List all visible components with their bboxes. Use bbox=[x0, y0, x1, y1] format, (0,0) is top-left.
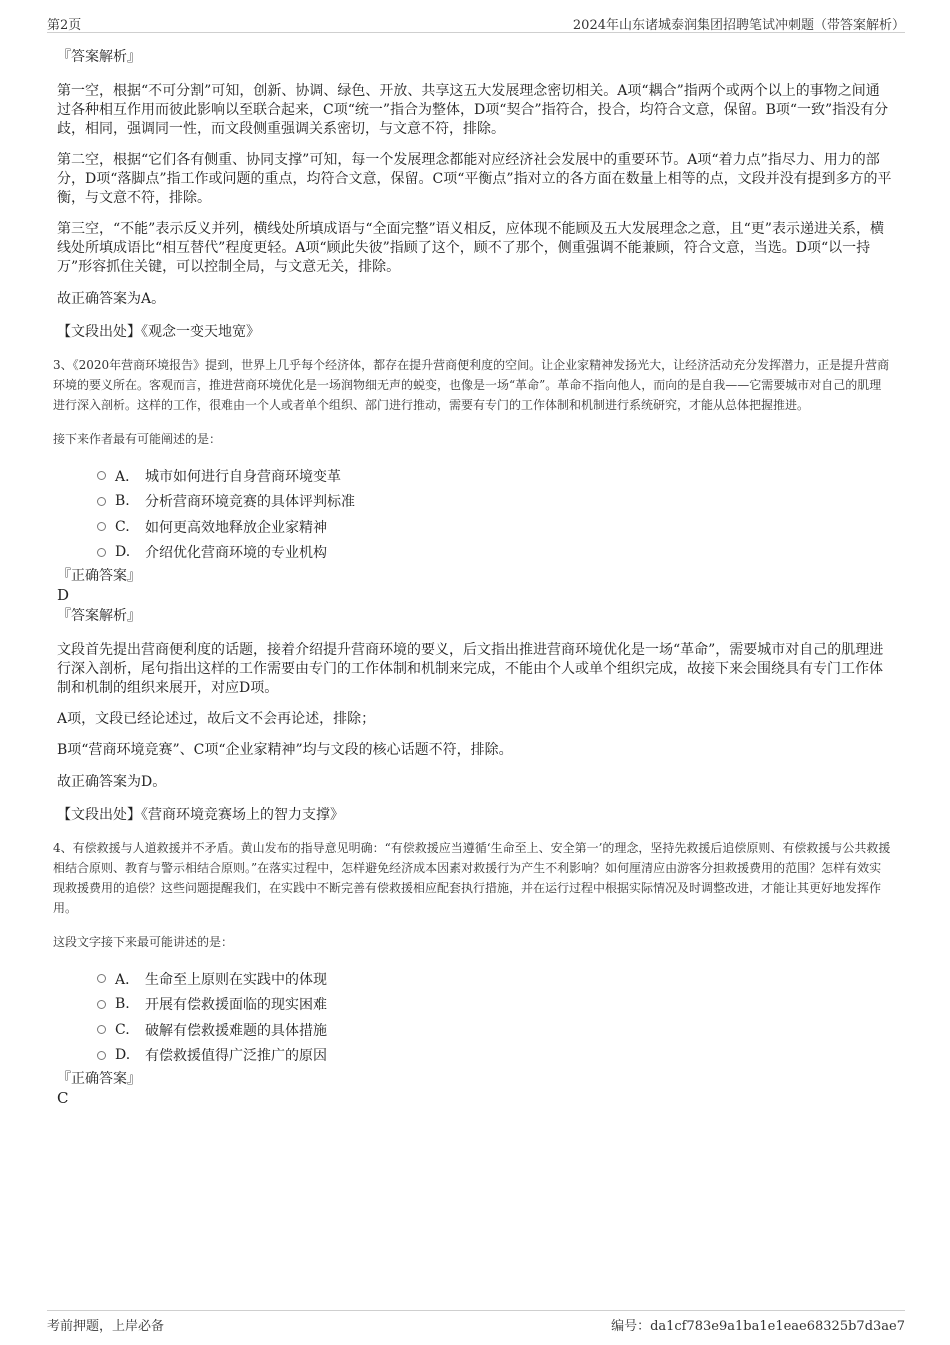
document-code: 编号：da1cf783e9a1ba1e1eae68325b7d3ae7 bbox=[611, 1319, 905, 1334]
question-prompt: 这段文字接下来最可能讲述的是： bbox=[53, 935, 234, 949]
option-a[interactable]: A． 城市如何进行自身营商环境变革 bbox=[97, 463, 893, 489]
option-d[interactable]: D. 介绍优化营商环境的专业机构 bbox=[97, 540, 893, 566]
answer-conclusion: 故正确答案为A。 bbox=[57, 291, 166, 307]
radio-button[interactable] bbox=[97, 1051, 106, 1060]
analysis-paragraph: 第三空，“不能”表示反义并列，横线处所填成语与“全面完整”语义相反，应体现不能顾及五大发展理念之意，且“更”表示递进关系，横线处所填成语比“相互替代”程度更轻。A项“顾此失彼”指顾了这个，顾不了那个，侧重强调不能兼顾，符合文意，当选。D项“以一持万”形容抓住关键，可以控制全局，与文意无关，排除。 bbox=[57, 221, 884, 275]
analysis-paragraph: A项，文段已经论述过，故后文不会再论述，排除； bbox=[57, 711, 376, 727]
option-c[interactable]: C. 破解有偿救援难题的具体措施 bbox=[97, 1017, 893, 1043]
radio-button[interactable] bbox=[97, 522, 106, 531]
analysis-label: 『答案解析』 bbox=[57, 49, 141, 65]
correct-answer: C bbox=[57, 1089, 69, 1107]
option-c[interactable]: C. 如何更高效地释放企业家精神 bbox=[97, 514, 893, 540]
question-stem: 3、《2020年营商环境报告》提到，世界上几乎每个经济体，都存在提升营商便利度的空间。让企业家精神发扬光大，让经济活动充分发挥潜力，正是提升营商环境的要义所在。客观而言，推进营商环境优化是一场润物细无声的蜕变，也像是一场“革命”。革命不指向他人，而向的是自我——它需要城市对自己的肌理进行深入剖析。这样的工作，很难由一个人或者单个组织、部门进行推动，需要有专门的工作体制和机制进行系统研究，才能从总体把握推进。 bbox=[53, 358, 890, 412]
analysis-paragraph: B项“营商环境竞赛”、C项“企业家精神”均与文段的核心话题不符，排除。 bbox=[57, 742, 513, 758]
radio-button[interactable] bbox=[97, 471, 106, 480]
source-citation: 【文段出处】《营商环境竞赛场上的智力支撑》 bbox=[57, 807, 344, 823]
document-body bbox=[53, 44, 893, 1108]
option-list bbox=[57, 463, 893, 565]
page-header bbox=[47, 10, 905, 33]
document-title: 2024年山东诸城泰润集团招聘笔试冲刺题（带答案解析） bbox=[572, 18, 905, 33]
analysis-paragraph: 第二空，根据“它们各有侧重、协同支撑”可知，每一个发展理念都能对应经济社会发展中的重要环节。A项“着力点”指尽力、用力的部分，D项“落脚点”指工作或问题的重点，均符合文意，保留。C项“平衡点”指对立的各方面在数量上相等的点，文段并没有提到多方的平衡，与文意不符，排除。 bbox=[57, 152, 892, 206]
page-number: 第2页 bbox=[47, 18, 82, 33]
footer-slogan: 考前押题，上岸必备 bbox=[47, 1319, 165, 1334]
question-stem: 4、有偿救援与人道救援并不矛盾。黄山发布的指导意见明确：“有偿救援应当遵循‘生命至上、安全第一’的理念，坚持先救援后追偿原则、有偿救援与公共救援相结合原则、教育与警示相结合原则。”在落实过程中，怎样避免经济成本因素对救援行为产生不利影响？如何厘清应由游客分担救援费用的范围？怎样有效实现救援费用的追偿？这些问题提醒我们，在实践中不断完善有偿救援相应配套执行措施，并在运行过程中根据实际情况及时调整改进，才能让其更好地发挥作用。 bbox=[53, 841, 891, 915]
analysis-label: 『答案解析』 bbox=[57, 608, 141, 624]
question-prompt: 接下来作者最有可能阐述的是： bbox=[53, 432, 222, 446]
analysis-paragraph: 第一空，根据“不可分割”可知，创新、协调、绿色、开放、共享这五大发展理念密切相关。A项“耦合”指两个或两个以上的事物之间通过各种相互作用而彼此影响以至联合起来，C项“统一”指合为整体，D项“契合”指符合，投合，均符合文意，保留。B项“一致”指没有分歧，相同，强调同一性，而文段侧重强调关系密切，与文意不符，排除。 bbox=[57, 83, 889, 137]
option-d[interactable]: D. 有偿救援值得广泛推广的原因 bbox=[97, 1043, 893, 1069]
answer-conclusion: 故正确答案为D。 bbox=[57, 774, 167, 790]
option-b[interactable]: B. 分析营商环境竞赛的具体评判标准 bbox=[97, 489, 893, 515]
correct-answer: D bbox=[57, 586, 70, 604]
radio-button[interactable] bbox=[97, 1025, 106, 1034]
radio-button[interactable] bbox=[97, 497, 106, 506]
option-a[interactable]: A． 生命至上原则在实践中的体现 bbox=[97, 966, 893, 992]
option-list bbox=[57, 966, 893, 1068]
radio-button[interactable] bbox=[97, 974, 106, 983]
radio-button[interactable] bbox=[97, 1000, 106, 1009]
page-footer bbox=[47, 1310, 905, 1335]
source-citation: 【文段出处】《观念一变天地宽》 bbox=[57, 324, 260, 340]
radio-button[interactable] bbox=[97, 548, 106, 557]
correct-answer-label: 『正确答案』 bbox=[57, 1071, 141, 1087]
correct-answer-label: 『正确答案』 bbox=[57, 568, 141, 584]
option-b[interactable]: B. 开展有偿救援面临的现实困难 bbox=[97, 992, 893, 1018]
analysis-paragraph: 文段首先提出营商便利度的话题，接着介绍提升营商环境的要义，后文指出推进营商环境优化是一场“革命”，需要城市对自己的肌理进行深入剖析，尾句指出这样的工作需要由专门的工作体制和机制来完成，不能由个人或单个组织完成，故接下来会围绕具有专门工作体制和机制的组织来展开，对应D项。 bbox=[57, 642, 884, 696]
